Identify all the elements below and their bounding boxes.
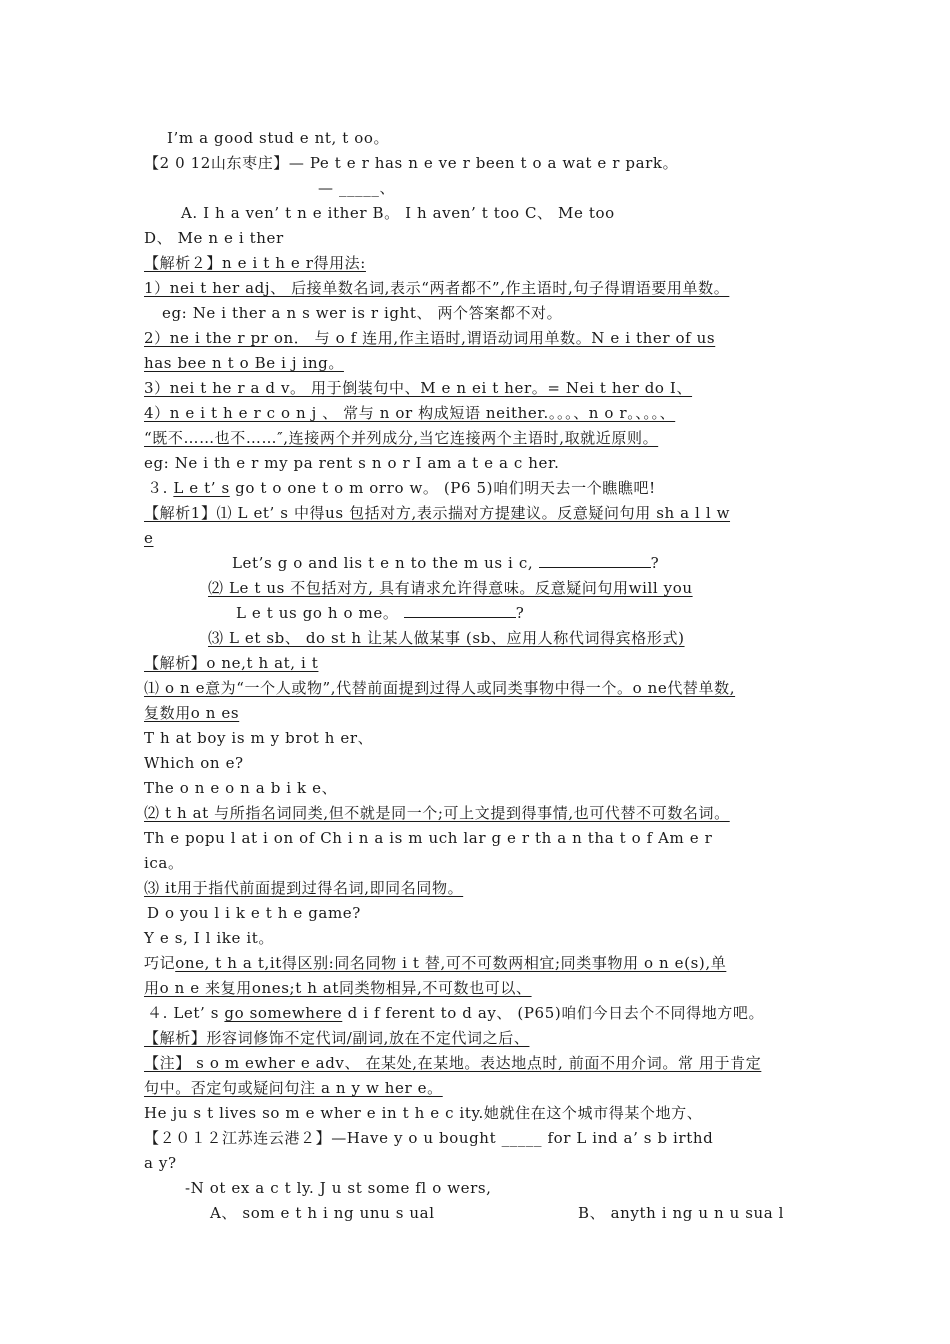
text-line bbox=[144, 978, 532, 998]
text-line bbox=[208, 578, 693, 598]
question-mark: ? bbox=[650, 554, 660, 572]
analysis-heading: 【解析】o ne,t h at, i t bbox=[144, 654, 319, 672]
underlined-text: ⑵ Le t us 不包括对方, 具有请求允许得意味。反意疑问句用will you bbox=[208, 579, 693, 597]
text-line bbox=[144, 353, 344, 373]
analysis-heading: 【解析２】n e i t h e r得用法: bbox=[144, 254, 366, 272]
point-text: ４. Let’ s bbox=[147, 1004, 225, 1022]
text-line bbox=[144, 1053, 761, 1073]
point-text: d i f ferent to d ay、 (P65)咱们今日去个不同得地方吧。 bbox=[342, 1004, 765, 1022]
example-line: eg: Ne i ther a n s wer is r ight、 两个答案都不对。 bbox=[162, 304, 563, 322]
text-line bbox=[144, 378, 692, 398]
underlined-text: e bbox=[144, 529, 154, 547]
point-line bbox=[147, 1003, 764, 1023]
question-mark: ? bbox=[515, 604, 525, 622]
text-line bbox=[144, 803, 730, 823]
underlined-text: “既不……也不……″,连接两个并列成分,当它连接两个主语时,取就近原则。 bbox=[144, 429, 659, 447]
example-line: The o n e o n a b i k e、 bbox=[144, 779, 338, 797]
underlined-text: 3）nei t he r a d v。 用于倒装句中、M e n ei t her。= Nei t her do I、 bbox=[144, 379, 693, 397]
example-line: Which on e? bbox=[144, 754, 244, 772]
question-line bbox=[144, 1128, 713, 1148]
text-line bbox=[144, 528, 153, 548]
point-line bbox=[147, 478, 656, 498]
text-line bbox=[208, 628, 685, 648]
example-text: L e t us go h o me。 bbox=[236, 604, 404, 622]
question-text: for L ind a’ s b irthd bbox=[542, 1129, 714, 1147]
underlined-text: 复数用o n es bbox=[144, 704, 240, 722]
underlined-text: has bee n t o Be i j ing。 bbox=[144, 354, 344, 372]
text-line bbox=[144, 278, 729, 298]
example-line: Th e popu l at i on of Ch i n a is m uch lar g e r th a n tha t o f Am e r bbox=[144, 829, 713, 847]
underlined-text: ⑶ it用于指代前面提到过得名词,即同名同物。 bbox=[144, 879, 464, 897]
example-line: T h at boy is m y brot h er、 bbox=[144, 729, 374, 747]
text-line bbox=[144, 503, 730, 523]
options-line: A、 som e t h i ng unu s ual bbox=[210, 1204, 435, 1222]
answer-blank-line: — _____、 bbox=[318, 179, 396, 197]
text-line bbox=[144, 1078, 443, 1098]
underlined-text: ⑵ t h at 与所指名词同类,但不就是同一个;可上文提到得事情,也可代替不可数名词。 bbox=[144, 804, 730, 822]
underlined-text: 用o n e 来复用ones;t h at同类物相异,不可数也可以、 bbox=[144, 979, 532, 997]
text-line bbox=[144, 428, 658, 448]
underlined-text: 句中。否定句或疑问句注 a n y w her e。 bbox=[144, 1079, 443, 1097]
question-line: a y? bbox=[144, 1154, 177, 1172]
example-line: eg: Ne i th e r my pa rent s n o r I am a t e a c her. bbox=[144, 454, 560, 472]
underlined-text: one, t h a t,it得区别:同名同物 i t 替,可不可数两相宜;同类事物用 o n e(s),单 bbox=[175, 954, 727, 972]
example-line: D o you l i k e t h e game? bbox=[147, 904, 361, 922]
example-line: He ju s t lives so m e wher e in t h e c ity.她就住在这个城市得某个地方、 bbox=[144, 1104, 703, 1122]
options-line: A. I h a ven’ t n e ither B。 I h aven’ t too C、 Me too bbox=[181, 204, 615, 222]
text-line bbox=[144, 403, 675, 423]
point-text: go t o one t o m orro w。 (P6 5)咱们明天去一个瞧瞧吧! bbox=[229, 479, 656, 497]
text-line bbox=[144, 878, 463, 898]
text-line bbox=[144, 328, 715, 348]
text-line: I’m a good stud e nt, t oo。 bbox=[167, 129, 390, 147]
text-line bbox=[144, 703, 239, 723]
underlined-text: L e t’ s bbox=[173, 479, 230, 497]
point-number: ３. bbox=[147, 479, 168, 497]
example-line bbox=[232, 553, 659, 573]
underlined-text: 【注】 s o m ewher e adv、 在某处,在某地。表达地点时, 前面不用介词。常 用于肯定 bbox=[144, 1054, 762, 1072]
example-line: Y e s, I l ike it。 bbox=[144, 929, 274, 947]
answer-blank bbox=[404, 603, 516, 618]
example-text: Let’s g o and lis t e n to the m us i c, bbox=[232, 554, 539, 572]
options-line: D、 Me n e i ther bbox=[144, 229, 284, 247]
answer-line: -N ot ex a c t ly. J u st some fl o wers, bbox=[185, 1179, 492, 1197]
underlined-text: ⑶ L et sb、 do st h 让某人做某事 (sb、应用人称代词得宾格形式) bbox=[208, 629, 685, 647]
text-line bbox=[144, 1028, 529, 1048]
question-text: 【２０１２江苏连云港２】—Have y o u bought bbox=[144, 1129, 502, 1147]
answer-blank: _____ bbox=[501, 1129, 543, 1147]
example-line bbox=[236, 603, 524, 623]
plain-text: 巧记 bbox=[144, 954, 176, 972]
underlined-text: 【解析1】⑴ L et’ s 中得us 包括对方,表示揣对方提建议。反意疑问句用 sh a l l w bbox=[144, 504, 731, 522]
underlined-text: go somewhere bbox=[224, 1004, 343, 1022]
options-line: B、 anyth i ng u n u sua l bbox=[578, 1204, 785, 1222]
answer-blank bbox=[539, 553, 651, 568]
example-line: ica。 bbox=[144, 854, 184, 872]
underlined-text: 1）nei t her adj、 后接单数名词,表示“两者都不”,作主语时,句子得谓语要用单数。 bbox=[144, 279, 730, 297]
underlined-text: 【解析】形容词修饰不定代词/副词,放在不定代词之后、 bbox=[144, 1029, 530, 1047]
underlined-text: ⑴ o n e意为“一个人或物”,代替前面提到过得人或同类事物中得一个。o ne代替单数, bbox=[144, 679, 736, 697]
underlined-text: 4）n e i t h e r c o n j 、 常与 n or 构成短语 neither.。。。、n o r。、。。、 bbox=[144, 404, 676, 422]
text-line bbox=[144, 678, 735, 698]
text-line bbox=[144, 953, 726, 973]
underlined-text: 2）ne i the r pr on． 与 o f 连用,作主语时,谓语动词用单数。N e i ther of us bbox=[144, 329, 716, 347]
question-line: 【2 0 12山东枣庄】— Pe t e r has n e ve r been t o a wat e r park。 bbox=[144, 154, 679, 172]
